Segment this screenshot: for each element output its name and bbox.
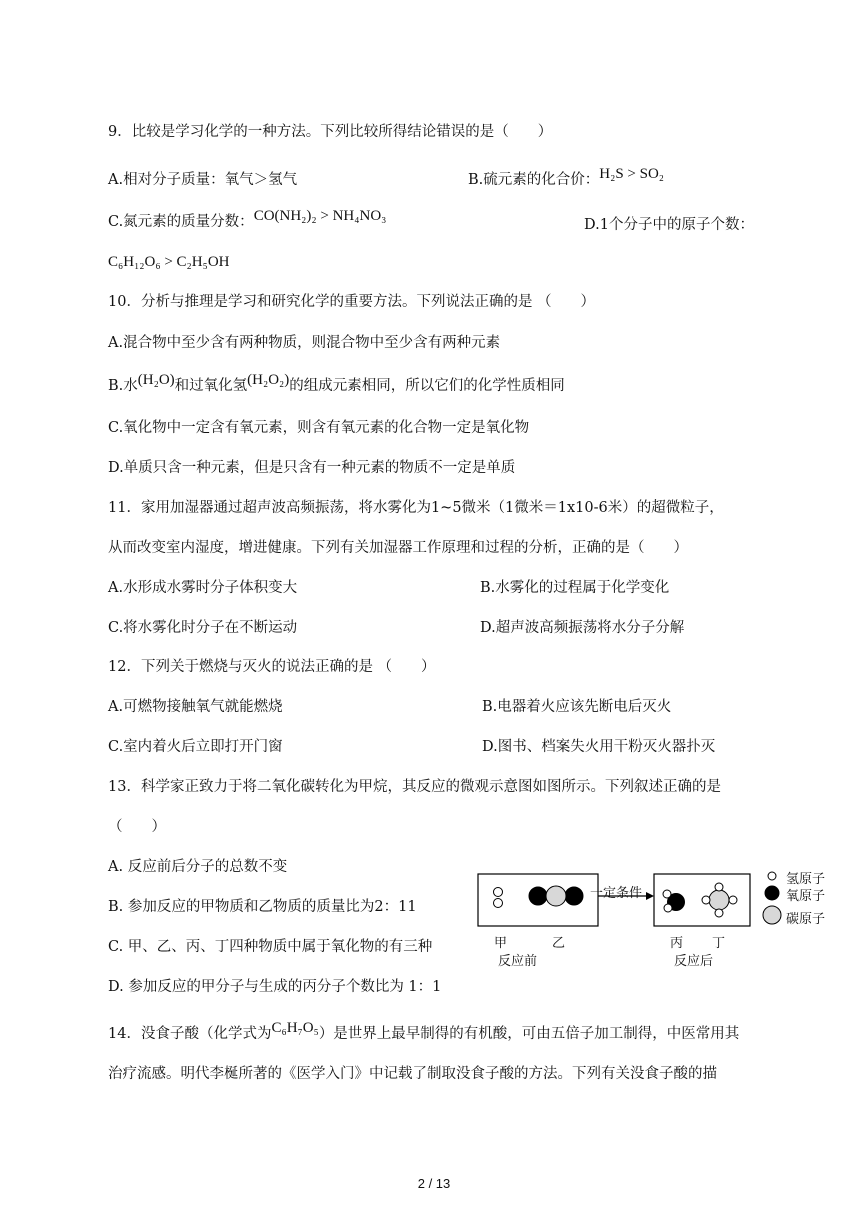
- q9-option-d: D.1个分子中的原子个数：: [584, 217, 754, 233]
- q11-option-d: D.超声波高频振荡将水分子分解: [480, 620, 685, 636]
- label-after: 反应后: [674, 954, 714, 969]
- hydrogen-atom: [664, 904, 672, 912]
- hydrogen-atom: [702, 896, 710, 904]
- q9-option-b: [468, 166, 665, 190]
- legend-carbon-label: 碳原子: [786, 912, 826, 927]
- q9-option-c-text: C.氮元素的质量分数：: [108, 214, 254, 230]
- q14-line1-end: ）是世界上最早制得的有机酸，可由五倍子加工制得，中医常用其: [318, 1026, 740, 1042]
- q9-stem: 9．比较是学习化学的一种方法。下列比较所得结论错误的是（ ）: [108, 124, 553, 140]
- q14-line1-start: 14．没食子酸（化学式为: [108, 1026, 272, 1042]
- q13-stem: 13．科学家正致力于将二氧化碳转化为甲烷，其反应的微观示意图如图所示。下列叙述正确的是: [108, 779, 721, 795]
- hydrogen-atom: [729, 896, 737, 904]
- label-jia: 甲: [494, 936, 508, 951]
- q9-option-c: [108, 208, 387, 232]
- carbon-atom: [546, 886, 566, 906]
- q11-option-a: A.水形成水雾时分子体积变大: [108, 580, 298, 596]
- label-before: 反应前: [498, 954, 538, 969]
- hydrogen-atom: [663, 890, 671, 898]
- q10-option-b-part1: B.水: [108, 378, 138, 394]
- q10-water-formula: (H₂O): [137, 372, 175, 388]
- hydrogen-atom: [715, 883, 723, 891]
- q10-option-c: C.氧化物中一定含有氧元素，则含有氧元素的化合物一定是氧化物: [108, 420, 530, 436]
- q13-option-b: B. 参加反应的甲物质和乙物质的质量比为2：11: [108, 899, 417, 915]
- legend-hydrogen-label: 氢原子: [786, 872, 826, 887]
- page-number: 2 / 13: [417, 1176, 451, 1191]
- q11-option-c: C.将水雾化时分子在不断运动: [108, 620, 298, 636]
- carbon-atom: [709, 890, 729, 910]
- q9-option-c-formula: CO(NH₂)₂ > NH₄NO₃: [253, 208, 387, 224]
- q13-option-d: D. 参加反应的甲分子与生成的丙分子个数比为 1：1: [108, 979, 442, 995]
- label-yi: 乙: [552, 936, 566, 951]
- arrow-label: 一定条件: [590, 886, 643, 901]
- q9-option-a: A.相对分子质量：氧气＞氢气: [108, 172, 298, 188]
- legend-oxygen-label: 氧原子: [786, 889, 826, 904]
- q9-option-b-formula: H₂S > SO₂: [599, 166, 665, 182]
- legend-hydrogen-icon: [768, 872, 776, 880]
- q11-stem-line1: 11．家用加湿器通过超声波高频振荡，将水雾化为1~5微米（1微米＝1x10-6米）的超微粒子，: [108, 500, 724, 516]
- q13-answer-paren: （ ）: [108, 819, 166, 835]
- q10-option-a: A.混合物中至少含有两种物质，则混合物中至少含有两种元素: [108, 335, 501, 351]
- q10-option-b: [108, 372, 565, 396]
- legend-oxygen-icon: [765, 886, 779, 900]
- q10-option-d: D.单质只含一种元素，但是只含有一种元素的物质不一定是单质: [108, 460, 516, 476]
- oxygen-atom: [565, 887, 583, 905]
- q12-option-c: C.室内着火后立即打开门窗: [108, 739, 283, 755]
- q10-option-b-part2: 和过氧化氢: [174, 378, 248, 394]
- q10-stem: 10．分析与推理是学习和研究化学的重要方法。下列说法正确的是 （ ）: [108, 294, 596, 310]
- legend-carbon-icon: [763, 906, 781, 924]
- hydrogen-atom: [494, 899, 503, 908]
- q12-option-b: B.电器着火应该先断电后灭火: [482, 699, 672, 715]
- q13-option-c: C. 甲、乙、丙、丁四种物质中属于氧化物的有三种: [108, 939, 433, 955]
- q11-stem-line2: 从而改变室内湿度，增进健康。下列有关加湿器工作原理和过程的分析，正确的是（ ）: [108, 540, 688, 556]
- hydrogen-atom: [715, 909, 723, 917]
- q10-h2o2-formula: (H₂O₂): [247, 372, 290, 388]
- q11-option-b: B.水雾化的过程属于化学变化: [480, 580, 670, 596]
- label-ding: 丁: [712, 936, 726, 951]
- q12-stem: 12．下列关于燃烧与灭火的说法正确的是 （ ）: [108, 659, 436, 675]
- q14-line2: 治疗流感。明代李梴所著的《医学入门》中记载了制取没食子酸的方法。下列有关没食子酸的描: [108, 1066, 717, 1082]
- q9-option-b-text: B.硫元素的化合价：: [468, 172, 600, 188]
- label-bing: 丙: [670, 936, 684, 951]
- q14-formula: C₆H₇O₅: [271, 1020, 319, 1036]
- q12-option-a: A.可燃物接触氧气就能燃烧: [108, 699, 283, 715]
- q9-option-d-formula: C₆H₁₂O₆ > C₂H₅OH: [108, 254, 230, 270]
- q13-option-a: A. 反应前后分子的总数不变: [108, 859, 288, 875]
- reaction-diagram: [470, 860, 860, 970]
- q10-option-b-part3: 的组成元素相同，所以它们的化学性质相同: [289, 378, 565, 394]
- q14-line1: [108, 1020, 740, 1044]
- hydrogen-atom: [494, 888, 503, 897]
- reaction-arrowhead: [646, 892, 654, 900]
- q12-option-d: D.图书、档案失火用干粉灭火器扑灭: [482, 739, 716, 755]
- oxygen-atom: [529, 887, 547, 905]
